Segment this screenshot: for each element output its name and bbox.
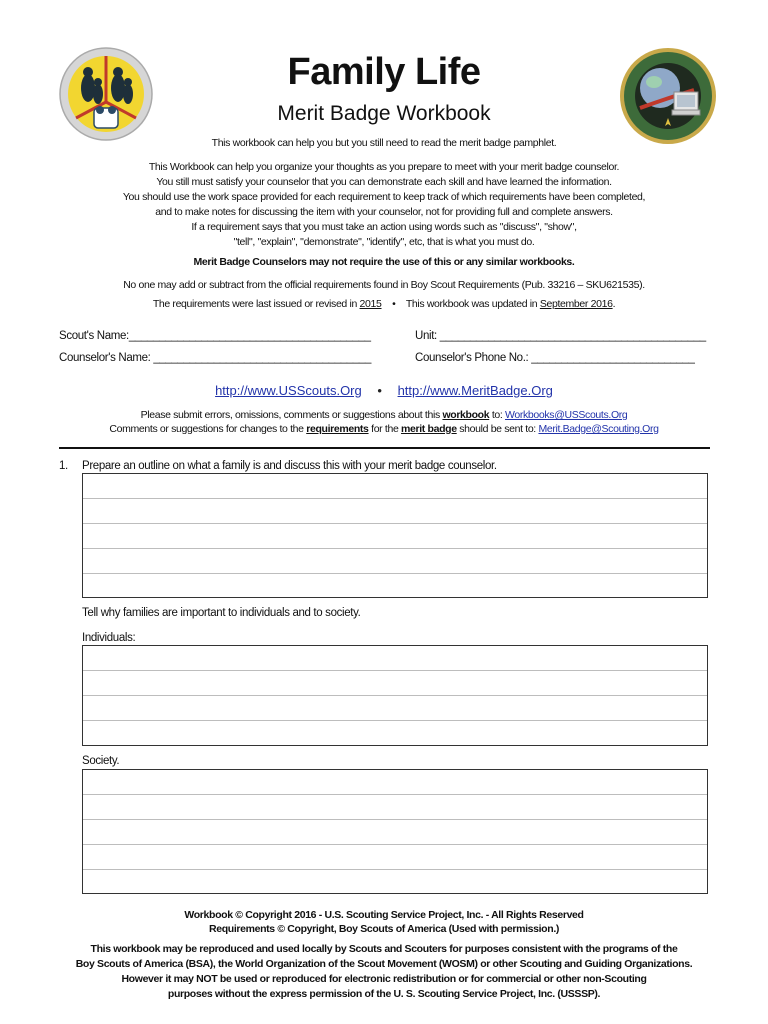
intro-line: "tell", "explain", "demonstrate", "identify", etc, that is what you must do. — [233, 236, 535, 248]
answer-line[interactable] — [83, 820, 707, 845]
answer-line[interactable] — [83, 770, 707, 795]
legal-line: This workbook may be reproduced and used locally by Scouts and Scouters for purposes consistent with the programs of the — [90, 943, 678, 955]
tell-why-prompt: Tell why families are important to individuals and to society. — [82, 607, 361, 619]
requirement-1-answer-box[interactable] — [82, 473, 708, 598]
changes-to: should be sent to: — [459, 423, 536, 435]
submit-to: to: — [491, 409, 503, 421]
revision-info — [0, 296, 768, 312]
submission-info — [0, 408, 768, 436]
bullet-separator: • — [392, 298, 396, 310]
website-links — [0, 382, 768, 400]
answer-line[interactable] — [83, 721, 707, 746]
intro-line: If a requirement says that you must take an action using words such as "discuss", "show", — [191, 221, 577, 233]
tagline: This workbook can help you but you still need to read the merit badge pamphlet. — [211, 137, 557, 149]
answer-line[interactable] — [83, 671, 707, 696]
requirement-1-number: 1. — [59, 460, 68, 472]
unit-label: Unit: — [415, 330, 437, 342]
counselor-phone-field[interactable] — [415, 350, 695, 366]
counselor-name-blank[interactable]: ____________________________________ — [153, 352, 371, 364]
intro-line: and to make notes for discussing the item with your counselor, not for providing full and complete answers. — [155, 206, 613, 218]
submit-line — [0, 408, 768, 422]
individuals-label: Individuals: — [82, 632, 136, 644]
changes-prefix: Comments or suggestions for changes to the — [109, 423, 304, 435]
answer-line[interactable] — [83, 549, 707, 574]
legal-notice — [0, 942, 768, 1002]
legal-line: However it may NOT be used or reproduced for electronic redistribution or for commercial or other non-Scouting — [121, 973, 647, 985]
unit-field[interactable] — [415, 328, 706, 344]
updated-date: September 2016 — [539, 298, 613, 310]
meritbadge-link[interactable]: http://www.MeritBadge.Org — [397, 383, 553, 398]
counselor-name-field[interactable] — [59, 350, 371, 366]
revised-year: 2015 — [359, 298, 382, 310]
answer-line[interactable] — [83, 524, 707, 549]
requirements-emphasis: requirements — [306, 423, 369, 435]
answer-line[interactable] — [83, 696, 707, 721]
submit-prefix: Please submit errors, omissions, comments or suggestions about this — [140, 409, 440, 421]
answer-line[interactable] — [83, 499, 707, 524]
merit-badge-emphasis: merit badge — [401, 423, 457, 435]
requirement-1-text: Prepare an outline on what a family is and discuss this with your merit badge counselor. — [82, 460, 497, 472]
page-title: Family Life — [287, 51, 481, 93]
workbooks-email-link[interactable]: Workbooks@USScouts.Org — [505, 409, 628, 421]
counselor-name-label: Counselor's Name: — [59, 352, 151, 364]
section-divider — [59, 447, 710, 449]
official-requirements-note: No one may add or subtract from the official requirements found in Boy Scout Requirements (Pub. 33216 – SKU621535). — [123, 279, 645, 291]
page-subtitle: Merit Badge Workbook — [277, 102, 491, 125]
merit-badge-email-link[interactable]: Merit.Badge@Scouting.Org — [538, 423, 659, 435]
intro-line: You still must satisfy your counselor that you can demonstrate each skill and have learned the information. — [156, 176, 612, 188]
intro-line: You should use the work space provided for each requirement to keep track of which requirements have been completed, — [122, 191, 646, 203]
intro-line: This Workbook can help you organize your thoughts as you prepare to meet with your merit badge counselor. — [148, 161, 620, 173]
period: . — [612, 298, 616, 310]
changes-mid: for the — [371, 423, 399, 435]
unit-blank[interactable]: ____________________________________________ — [439, 330, 706, 342]
bullet-separator: • — [377, 383, 382, 398]
answer-line[interactable] — [83, 845, 707, 870]
counselor-phone-label: Counselor's Phone No.: — [415, 352, 529, 364]
scout-name-field[interactable] — [59, 328, 371, 344]
revised-prefix: The requirements were last issued or revised in — [152, 298, 357, 310]
counselor-warning: Merit Badge Counselors may not require the use of this or any similar workbooks. — [193, 256, 575, 268]
updated-prefix: This workbook was updated in — [405, 298, 538, 310]
workbook-emphasis: workbook — [442, 409, 490, 421]
answer-line[interactable] — [83, 646, 707, 671]
copyright-workbook: Workbook © Copyright 2016 - U.S. Scouting Service Project, Inc. - All Rights Reserved — [184, 909, 584, 921]
answer-line[interactable] — [83, 574, 707, 599]
answer-line[interactable] — [83, 870, 707, 895]
scout-name-label: Scout's Name: — [59, 330, 129, 342]
usscouts-link[interactable]: http://www.USScouts.Org — [215, 383, 362, 398]
society-answer-box[interactable] — [82, 769, 708, 894]
counselor-phone-blank[interactable]: ___________________________ — [531, 352, 695, 364]
copyright-block — [0, 908, 768, 936]
changes-line — [0, 422, 768, 436]
intro-paragraph — [0, 160, 768, 250]
society-label: Society. — [82, 755, 120, 767]
legal-line: purposes without the express permission of the U. S. Scouting Service Project, Inc. (USSSP). — [167, 988, 601, 1000]
answer-line[interactable] — [83, 795, 707, 820]
legal-line: Boy Scouts of America (BSA), the World Organization of the Scout Movement (WOSM) or other Scouting and Guiding Organizations. — [75, 958, 693, 970]
scout-name-blank[interactable]: ________________________________________ — [128, 330, 371, 342]
answer-line[interactable] — [83, 474, 707, 499]
copyright-requirements: Requirements © Copyright, Boy Scouts of America (Used with permission.) — [208, 923, 560, 935]
individuals-answer-box[interactable] — [82, 645, 708, 746]
